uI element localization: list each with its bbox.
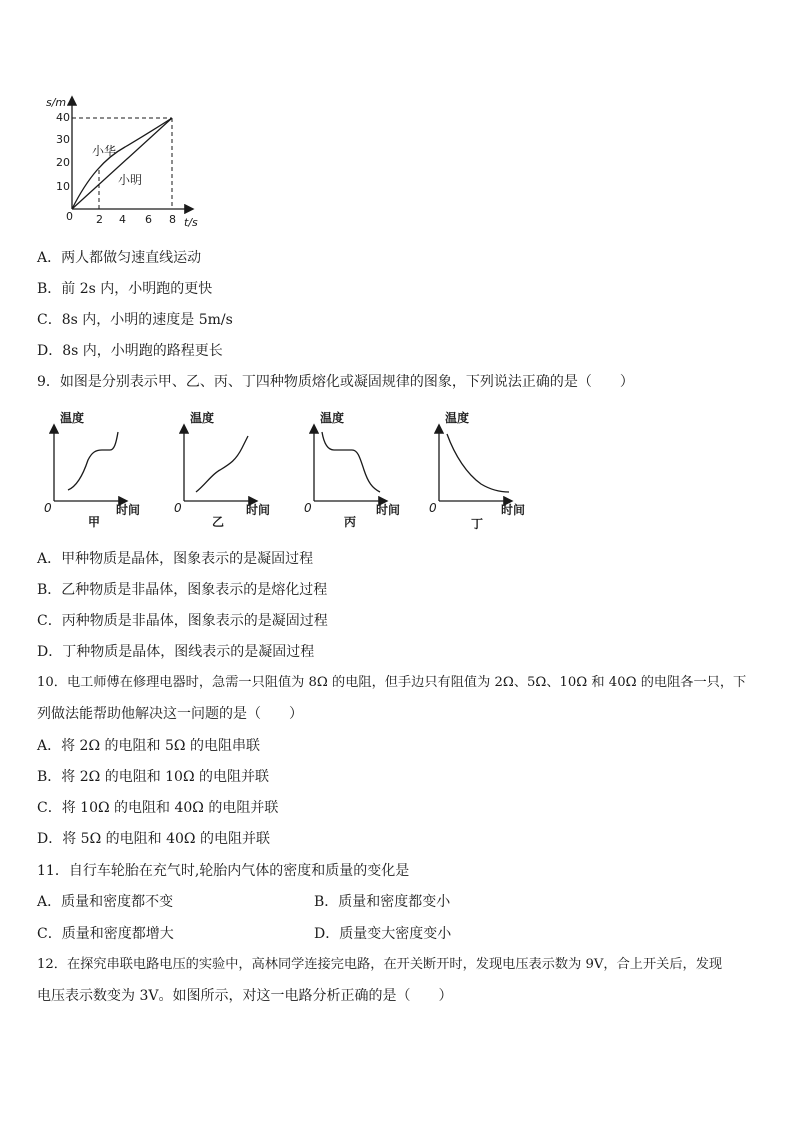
graph-name: 丁 (471, 517, 484, 531)
option-b: B．乙种物质是非晶体，图象表示的是熔化过程 (37, 582, 328, 598)
x-tick-label: 4 (119, 213, 126, 226)
y-tick-label: 40 (56, 111, 70, 124)
x-tick-label: 2 (96, 213, 103, 226)
graph-origin: 0 (304, 501, 312, 515)
option-d: D．丁种物质是晶体，图线表示的是凝固过程 (37, 644, 315, 660)
graph-bing (300, 408, 410, 528)
option-a: A．两人都做匀速直线运动 (37, 250, 202, 266)
graph-x-label: 时间 (246, 503, 271, 517)
question-10-stem-line1: 10．电工师傅在修理电器时，急需一只阻值为 8Ω 的电阻，但手边只有阻值为 2Ω、5Ω、10Ω 和 40Ω 的电阻各一只，下 (37, 675, 747, 690)
graph-x-label: 时间 (116, 503, 141, 517)
curve-ding (447, 434, 509, 492)
y-tick-label: 20 (56, 156, 70, 169)
graph-x-label: 时间 (501, 503, 526, 517)
curve-bing (322, 432, 380, 492)
question-12-stem-line1: 12．在探究串联电路电压的实验中，高林同学连接完电路，在开关断开时，发现电压表示数为 9V，合上开关后，发现 (37, 957, 723, 972)
graph-origin: 0 (174, 501, 182, 515)
option-b: B．质量和密度都变小 (314, 894, 451, 910)
curve-yi (196, 436, 248, 492)
y-tick-label: 30 (56, 133, 70, 146)
option-c: C．将 10Ω 的电阻和 40Ω 的电阻并联 (37, 800, 279, 816)
option-c: C．丙种物质是非晶体，图象表示的是凝固过程 (37, 613, 328, 629)
line-label-xiaoming: 小明 (118, 173, 143, 187)
curve-label-xiaohua: 小华 (92, 144, 117, 158)
question-10-stem-line2: 列做法能帮助他解决这一问题的是（ ） (37, 706, 303, 722)
graph-y-label: 温度 (60, 411, 85, 425)
graph-origin: 0 (429, 501, 437, 515)
option-d: D．8s 内，小明跑的路程更长 (37, 343, 223, 359)
question-11-stem: 11．自行车轮胎在充气时,轮胎内气体的密度和质量的变化是 (37, 863, 410, 879)
option-c: C．8s 内，小明的速度是 5m/s (37, 312, 233, 328)
option-d: D．质量变大密度变小 (314, 926, 452, 942)
graph-y-label: 温度 (320, 411, 345, 425)
option-a: A．质量和密度都不变 (37, 894, 174, 910)
graph-x-label: 时间 (376, 503, 401, 517)
option-d: D．将 5Ω 的电阻和 40Ω 的电阻并联 (37, 831, 270, 847)
graph-name: 乙 (212, 515, 225, 529)
x-tick-label: 8 (169, 213, 176, 226)
x-tick-label: 6 (145, 213, 152, 226)
question-9-stem: 9．如图是分别表示甲、乙、丙、丁四种物质熔化或凝固规律的图象，下列说法正确的是（ ） (37, 374, 634, 390)
graph-name: 丙 (344, 515, 357, 529)
st-graph (40, 92, 210, 232)
origin-label: 0 (66, 210, 73, 223)
x-axis-label: t/s (184, 216, 198, 229)
line-xiaoming (72, 118, 172, 209)
option-b: B．前 2s 内，小明跑的更快 (37, 281, 213, 297)
graph-y-label: 温度 (445, 411, 470, 425)
graph-y-label: 温度 (190, 411, 215, 425)
graph-jia (40, 408, 150, 528)
option-b: B．将 2Ω 的电阻和 10Ω 的电阻并联 (37, 769, 270, 785)
option-c: C．质量和密度都增大 (37, 926, 174, 942)
graph-name: 甲 (88, 515, 101, 529)
option-a: A．将 2Ω 的电阻和 5Ω 的电阻串联 (37, 738, 260, 754)
option-a: A．甲种物质是晶体，图象表示的是凝固过程 (37, 551, 314, 567)
graph-origin: 0 (44, 501, 52, 515)
graph-yi (170, 408, 280, 528)
question-12-stem-line2: 电压表示数变为 3V。如图所示，对这一电路分析正确的是（ ） (37, 988, 453, 1004)
curve-jia (68, 432, 118, 490)
y-tick-label: 10 (56, 180, 70, 193)
graph-ding (425, 408, 535, 531)
y-axis-label: s/m (46, 96, 67, 109)
